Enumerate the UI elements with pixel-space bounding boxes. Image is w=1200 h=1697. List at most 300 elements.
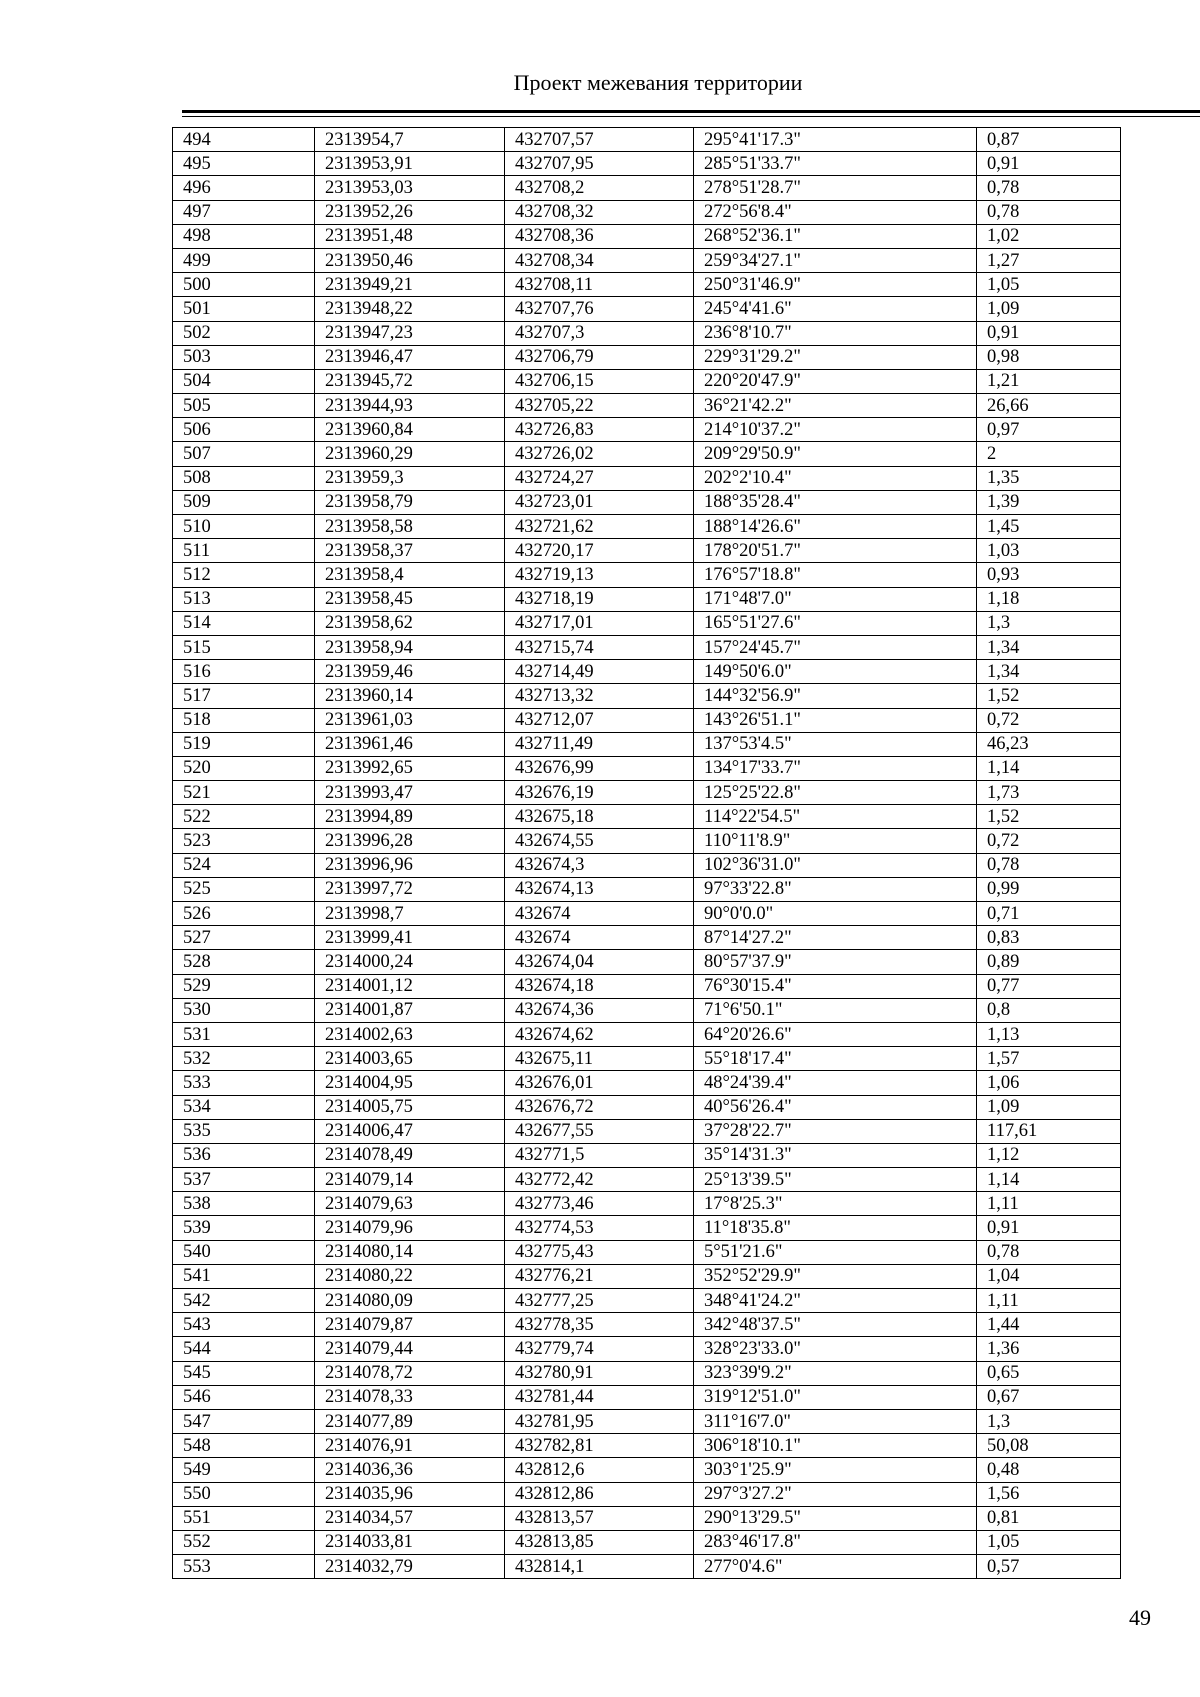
distance-cell: 1,14 [977, 1168, 1121, 1192]
table-row [173, 1047, 1121, 1071]
table-row [173, 1313, 1121, 1337]
y-coordinate-cell: 432674,13 [505, 877, 694, 901]
table-row [173, 1095, 1121, 1119]
distance-cell: 1,3 [977, 611, 1121, 635]
distance-cell: 1,56 [977, 1482, 1121, 1506]
x-coordinate-cell: 2313992,65 [315, 756, 505, 780]
table-row [173, 587, 1121, 611]
point-number-cell: 510 [173, 515, 315, 539]
distance-cell: 26,66 [977, 394, 1121, 418]
distance-cell: 1,27 [977, 248, 1121, 272]
direction-angle-cell: 87°14'27.2" [694, 926, 977, 950]
table-row [173, 248, 1121, 272]
y-coordinate-cell: 432778,35 [505, 1313, 694, 1337]
point-number-cell: 497 [173, 200, 315, 224]
x-coordinate-cell: 2314080,14 [315, 1240, 505, 1264]
direction-angle-cell: 110°11'8.9" [694, 829, 977, 853]
distance-cell: 0,78 [977, 200, 1121, 224]
direction-angle-cell: 25°13'39.5" [694, 1168, 977, 1192]
table-row [173, 515, 1121, 539]
direction-angle-cell: 80°57'37.9" [694, 950, 977, 974]
distance-cell: 0,48 [977, 1458, 1121, 1482]
table-row [173, 1192, 1121, 1216]
y-coordinate-cell: 432708,2 [505, 176, 694, 200]
y-coordinate-cell: 432674,36 [505, 998, 694, 1022]
x-coordinate-cell: 2314080,22 [315, 1264, 505, 1288]
x-coordinate-cell: 2313958,79 [315, 490, 505, 514]
x-coordinate-cell: 2314079,44 [315, 1337, 505, 1361]
y-coordinate-cell: 432674,04 [505, 950, 694, 974]
direction-angle-cell: 297°3'27.2" [694, 1482, 977, 1506]
table-row [173, 829, 1121, 853]
y-coordinate-cell: 432707,76 [505, 297, 694, 321]
distance-cell: 1,73 [977, 781, 1121, 805]
direction-angle-cell: 188°35'28.4" [694, 490, 977, 514]
point-number-cell: 513 [173, 587, 315, 611]
distance-cell: 1,14 [977, 756, 1121, 780]
point-number-cell: 520 [173, 756, 315, 780]
x-coordinate-cell: 2313961,46 [315, 732, 505, 756]
direction-angle-cell: 272°56'8.4" [694, 200, 977, 224]
point-number-cell: 534 [173, 1095, 315, 1119]
table-row [173, 176, 1121, 200]
direction-angle-cell: 236°8'10.7" [694, 321, 977, 345]
direction-angle-cell: 55°18'17.4" [694, 1047, 977, 1071]
distance-cell: 0,81 [977, 1506, 1121, 1530]
x-coordinate-cell: 2313961,03 [315, 708, 505, 732]
direction-angle-cell: 328°23'33.0" [694, 1337, 977, 1361]
x-coordinate-cell: 2314077,89 [315, 1409, 505, 1433]
table-row [173, 926, 1121, 950]
direction-angle-cell: 165°51'27.6" [694, 611, 977, 635]
y-coordinate-cell: 432706,15 [505, 369, 694, 393]
table-row [173, 1119, 1121, 1143]
y-coordinate-cell: 432706,79 [505, 345, 694, 369]
table-row [173, 490, 1121, 514]
direction-angle-cell: 188°14'26.6" [694, 515, 977, 539]
x-coordinate-cell: 2313953,03 [315, 176, 505, 200]
table-row [173, 1506, 1121, 1530]
y-coordinate-cell: 432675,11 [505, 1047, 694, 1071]
x-coordinate-cell: 2314078,33 [315, 1385, 505, 1409]
y-coordinate-cell: 432774,53 [505, 1216, 694, 1240]
y-coordinate-cell: 432776,21 [505, 1264, 694, 1288]
direction-angle-cell: 90°0'0.0" [694, 902, 977, 926]
y-coordinate-cell: 432780,91 [505, 1361, 694, 1385]
direction-angle-cell: 202°2'10.4" [694, 466, 977, 490]
y-coordinate-cell: 432773,46 [505, 1192, 694, 1216]
table-row [173, 781, 1121, 805]
direction-angle-cell: 157°24'45.7" [694, 635, 977, 659]
table-row [173, 152, 1121, 176]
distance-cell: 1,57 [977, 1047, 1121, 1071]
distance-cell: 1,34 [977, 635, 1121, 659]
y-coordinate-cell: 432717,01 [505, 611, 694, 635]
point-number-cell: 501 [173, 297, 315, 321]
y-coordinate-cell: 432677,55 [505, 1119, 694, 1143]
distance-cell: 0,8 [977, 998, 1121, 1022]
x-coordinate-cell: 2314035,96 [315, 1482, 505, 1506]
point-number-cell: 500 [173, 273, 315, 297]
x-coordinate-cell: 2313944,93 [315, 394, 505, 418]
direction-angle-cell: 283°46'17.8" [694, 1530, 977, 1554]
distance-cell: 0,93 [977, 563, 1121, 587]
point-number-cell: 527 [173, 926, 315, 950]
x-coordinate-cell: 2313958,62 [315, 611, 505, 635]
distance-cell: 1,06 [977, 1071, 1121, 1095]
y-coordinate-cell: 432674,55 [505, 829, 694, 853]
table-row [173, 708, 1121, 732]
point-number-cell: 541 [173, 1264, 315, 1288]
point-number-cell: 514 [173, 611, 315, 635]
x-coordinate-cell: 2313959,46 [315, 660, 505, 684]
x-coordinate-cell: 2313950,46 [315, 248, 505, 272]
y-coordinate-cell: 432779,74 [505, 1337, 694, 1361]
y-coordinate-cell: 432771,5 [505, 1143, 694, 1167]
point-number-cell: 495 [173, 152, 315, 176]
distance-cell: 1,34 [977, 660, 1121, 684]
x-coordinate-cell: 2313958,58 [315, 515, 505, 539]
point-number-cell: 543 [173, 1313, 315, 1337]
point-number-cell: 502 [173, 321, 315, 345]
point-number-cell: 494 [173, 128, 315, 152]
y-coordinate-cell: 432707,3 [505, 321, 694, 345]
x-coordinate-cell: 2314080,09 [315, 1289, 505, 1313]
distance-cell: 2 [977, 442, 1121, 466]
y-coordinate-cell: 432715,74 [505, 635, 694, 659]
y-coordinate-cell: 432708,11 [505, 273, 694, 297]
x-coordinate-cell: 2313952,26 [315, 200, 505, 224]
distance-cell: 1,39 [977, 490, 1121, 514]
page-header-title: Проект межевания территории [513, 70, 803, 95]
distance-cell: 1,44 [977, 1313, 1121, 1337]
distance-cell: 0,72 [977, 708, 1121, 732]
coordinates-table [172, 127, 1121, 1579]
direction-angle-cell: 220°20'47.9" [694, 369, 977, 393]
table-row [173, 1240, 1121, 1264]
point-number-cell: 505 [173, 394, 315, 418]
x-coordinate-cell: 2313946,47 [315, 345, 505, 369]
point-number-cell: 547 [173, 1409, 315, 1433]
x-coordinate-cell: 2314002,63 [315, 1022, 505, 1046]
table-row [173, 805, 1121, 829]
y-coordinate-cell: 432777,25 [505, 1289, 694, 1313]
y-coordinate-cell: 432812,86 [505, 1482, 694, 1506]
direction-angle-cell: 37°28'22.7" [694, 1119, 977, 1143]
y-coordinate-cell: 432724,27 [505, 466, 694, 490]
point-number-cell: 503 [173, 345, 315, 369]
table-row [173, 974, 1121, 998]
table-row [173, 345, 1121, 369]
x-coordinate-cell: 2313996,96 [315, 853, 505, 877]
point-number-cell: 533 [173, 1071, 315, 1095]
point-number-cell: 528 [173, 950, 315, 974]
point-number-cell: 508 [173, 466, 315, 490]
direction-angle-cell: 229°31'29.2" [694, 345, 977, 369]
table-row [173, 1361, 1121, 1385]
table-row [173, 224, 1121, 248]
point-number-cell: 553 [173, 1555, 315, 1579]
direction-angle-cell: 209°29'50.9" [694, 442, 977, 466]
y-coordinate-cell: 432713,32 [505, 684, 694, 708]
distance-cell: 1,36 [977, 1337, 1121, 1361]
table-row [173, 1071, 1121, 1095]
distance-cell: 0,77 [977, 974, 1121, 998]
direction-angle-cell: 295°41'17.3" [694, 128, 977, 152]
distance-cell: 0,78 [977, 176, 1121, 200]
x-coordinate-cell: 2313959,3 [315, 466, 505, 490]
y-coordinate-cell: 432708,34 [505, 248, 694, 272]
distance-cell: 1,52 [977, 684, 1121, 708]
direction-angle-cell: 178°20'51.7" [694, 539, 977, 563]
distance-cell: 0,78 [977, 1240, 1121, 1264]
direction-angle-cell: 144°32'56.9" [694, 684, 977, 708]
y-coordinate-cell: 432714,49 [505, 660, 694, 684]
direction-angle-cell: 97°33'22.8" [694, 877, 977, 901]
x-coordinate-cell: 2314003,65 [315, 1047, 505, 1071]
distance-cell: 1,09 [977, 1095, 1121, 1119]
distance-cell: 117,61 [977, 1119, 1121, 1143]
y-coordinate-cell: 432705,22 [505, 394, 694, 418]
x-coordinate-cell: 2314001,12 [315, 974, 505, 998]
point-number-cell: 524 [173, 853, 315, 877]
distance-cell: 0,98 [977, 345, 1121, 369]
point-number-cell: 498 [173, 224, 315, 248]
direction-angle-cell: 319°12'51.0" [694, 1385, 977, 1409]
direction-angle-cell: 214°10'37.2" [694, 418, 977, 442]
point-number-cell: 499 [173, 248, 315, 272]
distance-cell: 0,67 [977, 1385, 1121, 1409]
y-coordinate-cell: 432674,18 [505, 974, 694, 998]
distance-cell: 1,05 [977, 1530, 1121, 1554]
point-number-cell: 536 [173, 1143, 315, 1167]
y-coordinate-cell: 432674,62 [505, 1022, 694, 1046]
table-row [173, 1289, 1121, 1313]
distance-cell: 1,12 [977, 1143, 1121, 1167]
y-coordinate-cell: 432720,17 [505, 539, 694, 563]
table-row [173, 877, 1121, 901]
point-number-cell: 548 [173, 1434, 315, 1458]
distance-cell: 50,08 [977, 1434, 1121, 1458]
table-row [173, 732, 1121, 756]
x-coordinate-cell: 2313958,37 [315, 539, 505, 563]
distance-cell: 0,57 [977, 1555, 1121, 1579]
x-coordinate-cell: 2313997,72 [315, 877, 505, 901]
table-row [173, 635, 1121, 659]
distance-cell: 1,05 [977, 273, 1121, 297]
direction-angle-cell: 268°52'36.1" [694, 224, 977, 248]
page-number: 49 [1129, 1605, 1151, 1630]
table-row [173, 950, 1121, 974]
direction-angle-cell: 48°24'39.4" [694, 1071, 977, 1095]
distance-cell: 1,52 [977, 805, 1121, 829]
x-coordinate-cell: 2313958,45 [315, 587, 505, 611]
x-coordinate-cell: 2313999,41 [315, 926, 505, 950]
table-row [173, 1482, 1121, 1506]
point-number-cell: 521 [173, 781, 315, 805]
direction-angle-cell: 11°18'35.8" [694, 1216, 977, 1240]
table-row [173, 660, 1121, 684]
point-number-cell: 535 [173, 1119, 315, 1143]
distance-cell: 0,91 [977, 321, 1121, 345]
x-coordinate-cell: 2314079,14 [315, 1168, 505, 1192]
x-coordinate-cell: 2314032,79 [315, 1555, 505, 1579]
header-rule-thin [182, 116, 1200, 117]
distance-cell: 1,03 [977, 539, 1121, 563]
table-row [173, 539, 1121, 563]
direction-angle-cell: 5°51'21.6" [694, 1240, 977, 1264]
point-number-cell: 515 [173, 635, 315, 659]
distance-cell: 1,45 [977, 515, 1121, 539]
x-coordinate-cell: 2314001,87 [315, 998, 505, 1022]
direction-angle-cell: 114°22'54.5" [694, 805, 977, 829]
point-number-cell: 546 [173, 1385, 315, 1409]
x-coordinate-cell: 2313949,21 [315, 273, 505, 297]
y-coordinate-cell: 432707,57 [505, 128, 694, 152]
table-row [173, 200, 1121, 224]
direction-angle-cell: 71°6'50.1" [694, 998, 977, 1022]
table-row [173, 1409, 1121, 1433]
direction-angle-cell: 311°16'7.0" [694, 1409, 977, 1433]
point-number-cell: 545 [173, 1361, 315, 1385]
table-row [173, 902, 1121, 926]
y-coordinate-cell: 432718,19 [505, 587, 694, 611]
point-number-cell: 506 [173, 418, 315, 442]
point-number-cell: 529 [173, 974, 315, 998]
point-number-cell: 507 [173, 442, 315, 466]
distance-cell: 1,11 [977, 1192, 1121, 1216]
table-row [173, 998, 1121, 1022]
table-row [173, 611, 1121, 635]
x-coordinate-cell: 2314036,36 [315, 1458, 505, 1482]
direction-angle-cell: 245°4'41.6" [694, 297, 977, 321]
distance-cell: 1,21 [977, 369, 1121, 393]
table-row [173, 418, 1121, 442]
point-number-cell: 537 [173, 1168, 315, 1192]
x-coordinate-cell: 2314078,49 [315, 1143, 505, 1167]
point-number-cell: 551 [173, 1506, 315, 1530]
distance-cell: 0,65 [977, 1361, 1121, 1385]
y-coordinate-cell: 432813,85 [505, 1530, 694, 1554]
y-coordinate-cell: 432708,32 [505, 200, 694, 224]
direction-angle-cell: 306°18'10.1" [694, 1434, 977, 1458]
point-number-cell: 532 [173, 1047, 315, 1071]
point-number-cell: 522 [173, 805, 315, 829]
y-coordinate-cell: 432812,6 [505, 1458, 694, 1482]
direction-angle-cell: 285°51'33.7" [694, 152, 977, 176]
distance-cell: 1,18 [977, 587, 1121, 611]
x-coordinate-cell: 2314033,81 [315, 1530, 505, 1554]
direction-angle-cell: 259°34'27.1" [694, 248, 977, 272]
x-coordinate-cell: 2314005,75 [315, 1095, 505, 1119]
direction-angle-cell: 36°21'42.2" [694, 394, 977, 418]
distance-cell: 0,71 [977, 902, 1121, 926]
point-number-cell: 530 [173, 998, 315, 1022]
distance-cell: 0,99 [977, 877, 1121, 901]
x-coordinate-cell: 2314006,47 [315, 1119, 505, 1143]
table-row [173, 756, 1121, 780]
table-row [173, 466, 1121, 490]
x-coordinate-cell: 2314034,57 [315, 1506, 505, 1530]
y-coordinate-cell: 432708,36 [505, 224, 694, 248]
point-number-cell: 549 [173, 1458, 315, 1482]
direction-angle-cell: 134°17'33.7" [694, 756, 977, 780]
distance-cell: 1,3 [977, 1409, 1121, 1433]
point-number-cell: 512 [173, 563, 315, 587]
y-coordinate-cell: 432772,42 [505, 1168, 694, 1192]
y-coordinate-cell: 432775,43 [505, 1240, 694, 1264]
table-row [173, 563, 1121, 587]
x-coordinate-cell: 2313960,29 [315, 442, 505, 466]
x-coordinate-cell: 2313951,48 [315, 224, 505, 248]
y-coordinate-cell: 432676,99 [505, 756, 694, 780]
table-row [173, 321, 1121, 345]
distance-cell: 1,11 [977, 1289, 1121, 1313]
distance-cell: 46,23 [977, 732, 1121, 756]
point-number-cell: 544 [173, 1337, 315, 1361]
x-coordinate-cell: 2313958,4 [315, 563, 505, 587]
direction-angle-cell: 143°26'51.1" [694, 708, 977, 732]
y-coordinate-cell: 432813,57 [505, 1506, 694, 1530]
direction-angle-cell: 64°20'26.6" [694, 1022, 977, 1046]
point-number-cell: 540 [173, 1240, 315, 1264]
y-coordinate-cell: 432814,1 [505, 1555, 694, 1579]
direction-angle-cell: 250°31'46.9" [694, 273, 977, 297]
y-coordinate-cell: 432674 [505, 926, 694, 950]
table-row [173, 394, 1121, 418]
y-coordinate-cell: 432726,83 [505, 418, 694, 442]
point-number-cell: 519 [173, 732, 315, 756]
direction-angle-cell: 303°1'25.9" [694, 1458, 977, 1482]
y-coordinate-cell: 432726,02 [505, 442, 694, 466]
point-number-cell: 538 [173, 1192, 315, 1216]
point-number-cell: 531 [173, 1022, 315, 1046]
direction-angle-cell: 102°36'31.0" [694, 853, 977, 877]
x-coordinate-cell: 2314079,96 [315, 1216, 505, 1240]
y-coordinate-cell: 432676,01 [505, 1071, 694, 1095]
table-row [173, 1143, 1121, 1167]
x-coordinate-cell: 2313996,28 [315, 829, 505, 853]
direction-angle-cell: 40°56'26.4" [694, 1095, 977, 1119]
point-number-cell: 525 [173, 877, 315, 901]
y-coordinate-cell: 432674 [505, 902, 694, 926]
y-coordinate-cell: 432707,95 [505, 152, 694, 176]
distance-cell: 0,72 [977, 829, 1121, 853]
point-number-cell: 517 [173, 684, 315, 708]
point-number-cell: 511 [173, 539, 315, 563]
distance-cell: 0,89 [977, 950, 1121, 974]
x-coordinate-cell: 2313953,91 [315, 152, 505, 176]
direction-angle-cell: 278°51'28.7" [694, 176, 977, 200]
distance-cell: 0,91 [977, 152, 1121, 176]
y-coordinate-cell: 432712,07 [505, 708, 694, 732]
table-row [173, 297, 1121, 321]
y-coordinate-cell: 432676,72 [505, 1095, 694, 1119]
direction-angle-cell: 17°8'25.3" [694, 1192, 977, 1216]
table-row [173, 128, 1121, 152]
x-coordinate-cell: 2314000,24 [315, 950, 505, 974]
table-row [173, 1434, 1121, 1458]
y-coordinate-cell: 432723,01 [505, 490, 694, 514]
x-coordinate-cell: 2313994,89 [315, 805, 505, 829]
x-coordinate-cell: 2314079,87 [315, 1313, 505, 1337]
table-row [173, 853, 1121, 877]
distance-cell: 1,13 [977, 1022, 1121, 1046]
direction-angle-cell: 171°48'7.0" [694, 587, 977, 611]
x-coordinate-cell: 2314004,95 [315, 1071, 505, 1095]
direction-angle-cell: 342°48'37.5" [694, 1313, 977, 1337]
point-number-cell: 518 [173, 708, 315, 732]
